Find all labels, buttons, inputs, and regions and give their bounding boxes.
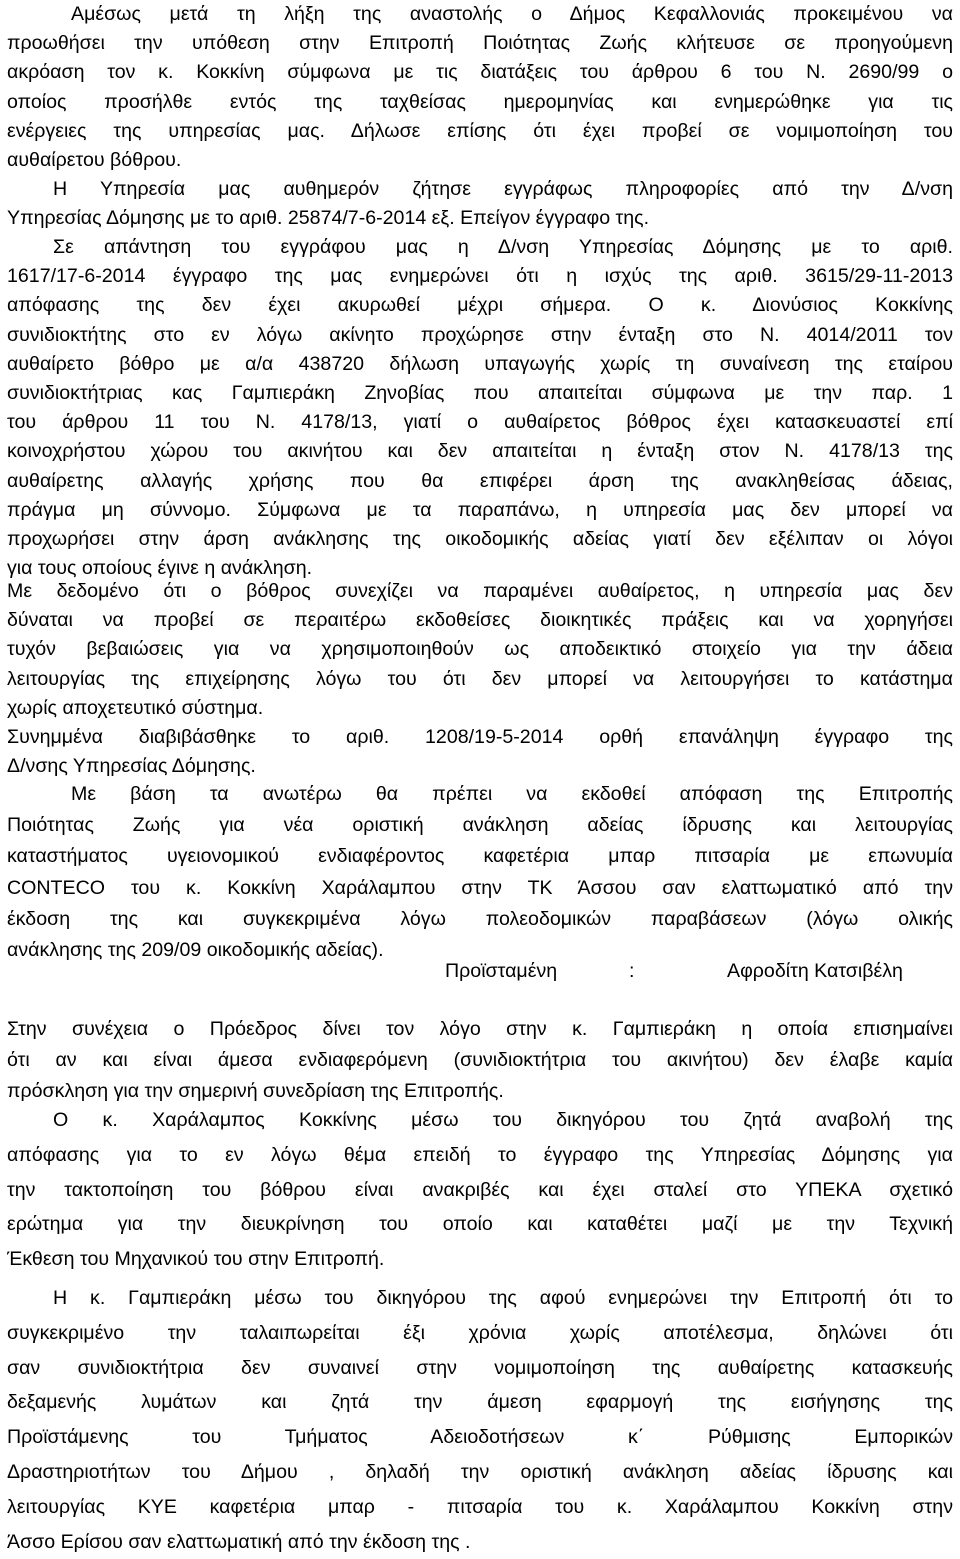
signature-line <box>7 960 953 990</box>
text-line: έκδοση της και συγκεκριμένα λόγω πολεοδομικών παραβάσεων (λόγω ολικής <box>7 907 953 930</box>
text-line: οποίος προσήλθε εντός της ταχθείσας ημερομηνίας και ενημερώθηκε για τις <box>7 90 953 113</box>
text-line: Με βάση τα ανωτέρω θα πρέπει να εκδοθεί απόφαση της Επιτροπής <box>71 783 953 805</box>
text-line: σαν συνιδιοκτήτρια δεν συναινεί στην νομιμοποίηση της αυθαίρετης κατασκευής <box>7 1356 953 1379</box>
text-line: CONTECO του κ. Κοκκίνη Χαράλαμπου στην ΤΚ Άσσου σαν ελαττωματικό από την <box>7 876 953 899</box>
text-line: Η Υπηρεσία μας αυθημερόν ζήτησε εγγράφως πληροφορίες από την Δ/νση <box>53 178 953 200</box>
text-line: Υπηρεσίας Δόμησης με το αριθ. 25874/7-6-2014 εξ. Επείγον έγγραφο της. <box>7 207 650 230</box>
text-line: Έκθεση του Μηχανικού του στην Επιτροπή. <box>7 1248 385 1271</box>
text-line: Στην συνέχεια ο Πρόεδρος δίνει τον λόγο στην κ. Γαμπιεράκη η οποία επισημαίνει <box>7 1018 953 1040</box>
paragraph-sewage-system <box>7 577 953 723</box>
paragraph-decision-proposal <box>7 779 953 966</box>
text-line: Με δεδομένο ότι ο βόθρος συνεχίζει να παραμένει αυθαίρετος, η υπηρεσία μας δεν <box>7 580 953 602</box>
text-line: καταστήματος υγειονομικού ενδιαφέροντος καφετέρια μπαρ πιτσαρία με επωνυμία <box>7 845 953 868</box>
text-line: Ο κ. Χαράλαμπος Κοκκίνης μέσω του δικηγόρου του ζητά αναβολή της <box>53 1109 953 1131</box>
text-line: Δ/νσης Υπηρεσίας Δόμησης. <box>7 755 256 778</box>
text-line: πρόσκληση για την σημερινή συνεδρίαση της Επιτροπής. <box>7 1080 504 1103</box>
paragraph-building-service-reply <box>7 233 953 583</box>
paragraph-kokkinis-request <box>7 1103 953 1277</box>
text-line: τυχόν βεβαιώσεις για να χρησιμοποιηθούν ως αποδεικτικό στοιχείο για την άδεια <box>7 638 953 661</box>
text-line: την τακτοποίηση του βόθρου είναι ανακριβές και έχει σταλεί στο ΥΠΕΚΑ σχετικό <box>7 1178 953 1201</box>
text-line: Προϊστάμενης του Τμήματος Αδειοδοτήσεων κ΄ Ρύθμισης Εμπορικών <box>7 1426 953 1449</box>
text-line: του άρθρου 11 του Ν. 4178/13, γιατί ο αυθαίρετος βόθρος έχει κατασκευαστεί επί <box>7 411 953 434</box>
paragraph-gampieraki-statement <box>7 1281 953 1559</box>
text-line: Η κ. Γαμπιεράκη μέσω του δικηγόρου της αφού ενημερώνει την Επιτροπή ότι το <box>53 1287 953 1309</box>
text-line: αυθαίρετου βόθρου. <box>7 148 182 171</box>
text-line: λειτουργίας ΚΥΕ καφετέρια μπαρ - πιτσαρία του κ. Χαράλαμπου Κοκκίνη στην <box>7 1495 953 1518</box>
signatory-role: Προϊσταμένη <box>445 960 558 982</box>
paragraph-chairman-remarks <box>7 1014 953 1108</box>
text-line: απόφασης της δεν έχει ακυρωθεί μέχρι σήμερα. Ο κ. Διονύσιος Κοκκίνης <box>7 294 953 317</box>
text-line: δύναται να προβεί σε περαιτέρω εκδοθείσες διοικητικές πράξεις και να χορηγήσει <box>7 609 953 632</box>
text-line: 1617/17-6-2014 έγγραφο της μας ενημερώνει ότι η ισχύς της αριθ. 3615/29-11-2013 <box>7 265 953 288</box>
text-line: προχωρήσει στην άρση ανάκλησης της οικοδομικής αδείας γιατί δεν εξέλιπαν οι λόγοι <box>7 527 953 550</box>
text-line: ότι αν και είναι άμεσα ενδιαφερόμενη (συνιδιοκτήτρια του ακινήτου) δεν έλαβε καμία <box>7 1049 953 1072</box>
text-line: Συνημμένα διαβιβάσθηκε το αριθ. 1208/19-5-2014 ορθή επανάληψη έγγραφο της <box>7 726 953 748</box>
paragraph-attachments <box>7 723 953 781</box>
text-line: απόφασης για το εν λόγω θέμα επειδή το έγγραφο της Υπηρεσίας Δόμησης για <box>7 1143 953 1166</box>
text-line: χωρίς αποχετευτικό σύστημα. <box>7 696 264 719</box>
text-line: συγκεκριμένο την ταλαιπωρείται έξι χρόνια χωρίς αποτέλεσμα, δηλώνει ότι <box>7 1321 953 1344</box>
text-line: Δραστηριοτήτων του Δήμου , δηλαδή την οριστική ανάκληση αδείας ίδρυσης και <box>7 1460 953 1483</box>
text-line: αυθαίρετο βόθρο με α/α 438720 δήλωση υπαγωγής χωρίς τη συναίνεση της εταίρου <box>7 352 953 375</box>
text-line: δεξαμενής λυμάτων και ζητά την άμεση εφαρμογή της εισήγησης της <box>7 1391 953 1414</box>
signatory-name: Αφροδίτη Κατσιβέλη <box>727 960 903 982</box>
text-line: Ποιότητας Ζωής για νέα οριστική ανάκληση αδείας ίδρυσης και λειτουργίας <box>7 814 953 837</box>
text-line: λειτουργίας της επιχείρησης λόγω του ότι δεν μπορεί να λειτουργήσει το κατάστημα <box>7 667 953 690</box>
text-line: συνιδιοκτήτης στο εν λόγω ακίνητο προχώρησε στην ένταξη στο Ν. 4014/2011 τον <box>7 323 953 346</box>
text-line: προωθήσει την υπόθεση στην Επιτροπή Ποιότητας Ζωής κλήτευσε σε προηγούμενη <box>7 32 953 55</box>
text-line: αυθαίρετης αλλαγής χρήσης που θα επιφέρει άρση της ανακληθείσας άδειας, <box>7 469 953 492</box>
text-line: Σε απάντηση του εγγράφου μας η Δ/νση Υπηρεσίας Δόμησης με το αριθ. <box>53 236 953 258</box>
text-line: ακρόαση τον κ. Κοκκίνη σύμφωνα με τις διατάξεις του άρθρου 6 του Ν. 2690/99 ο <box>7 61 953 84</box>
text-line: Αμέσως μετά τη λήξη της αναστολής ο Δήμος Κεφαλλονιάς προκειμένου να <box>71 3 953 25</box>
text-line: Άσσο Ερίσου σαν ελαττωματική από την έκδοση της . <box>7 1530 471 1553</box>
paragraph-suspension <box>7 0 953 175</box>
text-line: ερώτημα για την διευκρίνηση του οποίο και καταθέτει μαζί με την Τεχνική <box>7 1213 953 1236</box>
text-line: κοινοχρήστου χώρου του ακινήτου και δεν απαιτείται η ένταξη στον Ν. 4178/13 της <box>7 440 953 463</box>
text-line: συνιδιοκτήτριας κας Γαμπιεράκη Ζηνοβίας που απαιτείται σύμφωνα με την παρ. 1 <box>7 381 953 404</box>
signatory-separator: : <box>629 960 635 982</box>
paragraph-information-request <box>7 175 953 233</box>
text-line: ανάκλησης της 209/09 οικοδομικής αδείας). <box>7 938 384 961</box>
text-line: για τους οποίους έγινε η ανάκληση. <box>7 557 313 580</box>
text-line: πράγμα μη σύννομο. Σύμφωνα με τα παραπάνω, η υπηρεσία μας δεν μπορεί να <box>7 498 953 521</box>
text-line: ενέργειες της υπηρεσίας μας. Δήλωσε επίσης ότι έχει προβεί σε νομιμοποίηση του <box>7 119 953 142</box>
